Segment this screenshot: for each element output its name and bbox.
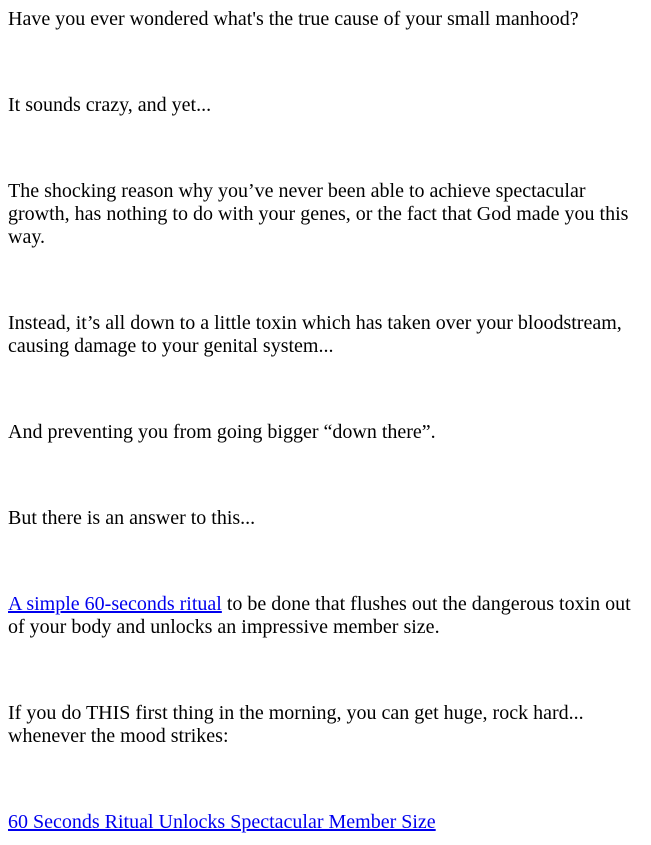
text-line: whenever the mood strikes: (8, 725, 229, 747)
ritual-line-rest: to be done that flushes out the dangerous toxin out (221, 593, 631, 615)
paragraph-toxin-claim (8, 312, 643, 358)
text-line: And preventing you from going bigger “down there”. (8, 421, 436, 443)
text-line (8, 593, 643, 616)
paragraph-morning-promise (8, 702, 643, 748)
text-line: If you do THIS first thing in the morning, you can get huge, rock hard... (8, 702, 584, 724)
paragraph-sounds-crazy (8, 94, 643, 117)
paragraph-answer-teaser (8, 507, 643, 530)
cta-ritual-link[interactable]: 60 Seconds Ritual Unlocks Spectacular Member Size (8, 811, 436, 833)
text-line: It sounds crazy, and yet... (8, 94, 212, 116)
text-line: way. (8, 226, 46, 248)
text-line: growth, has nothing to do with your genes, or the fact that God made you this (8, 203, 629, 225)
text-line (8, 811, 643, 834)
text-line: Instead, it’s all down to a little toxin which has taken over your bloodstream, (8, 312, 622, 334)
paragraph-cta (8, 811, 643, 834)
text-line: Have you ever wondered what's the true cause of your small manhood? (8, 8, 579, 30)
text-line: causing damage to your genital system... (8, 335, 334, 357)
paragraph-ritual-pitch (8, 593, 643, 639)
paragraph-preventing-growth (8, 421, 643, 444)
text-line: The shocking reason why you’ve never been able to achieve spectacular (8, 180, 586, 202)
text-line: But there is an answer to this... (8, 507, 256, 529)
text-line: of your body and unlocks an impressive member size. (8, 616, 440, 638)
simple-ritual-link[interactable]: A simple 60-seconds ritual (8, 593, 222, 615)
paragraph-intro-question (8, 8, 643, 31)
paragraph-shocking-reason (8, 180, 643, 249)
